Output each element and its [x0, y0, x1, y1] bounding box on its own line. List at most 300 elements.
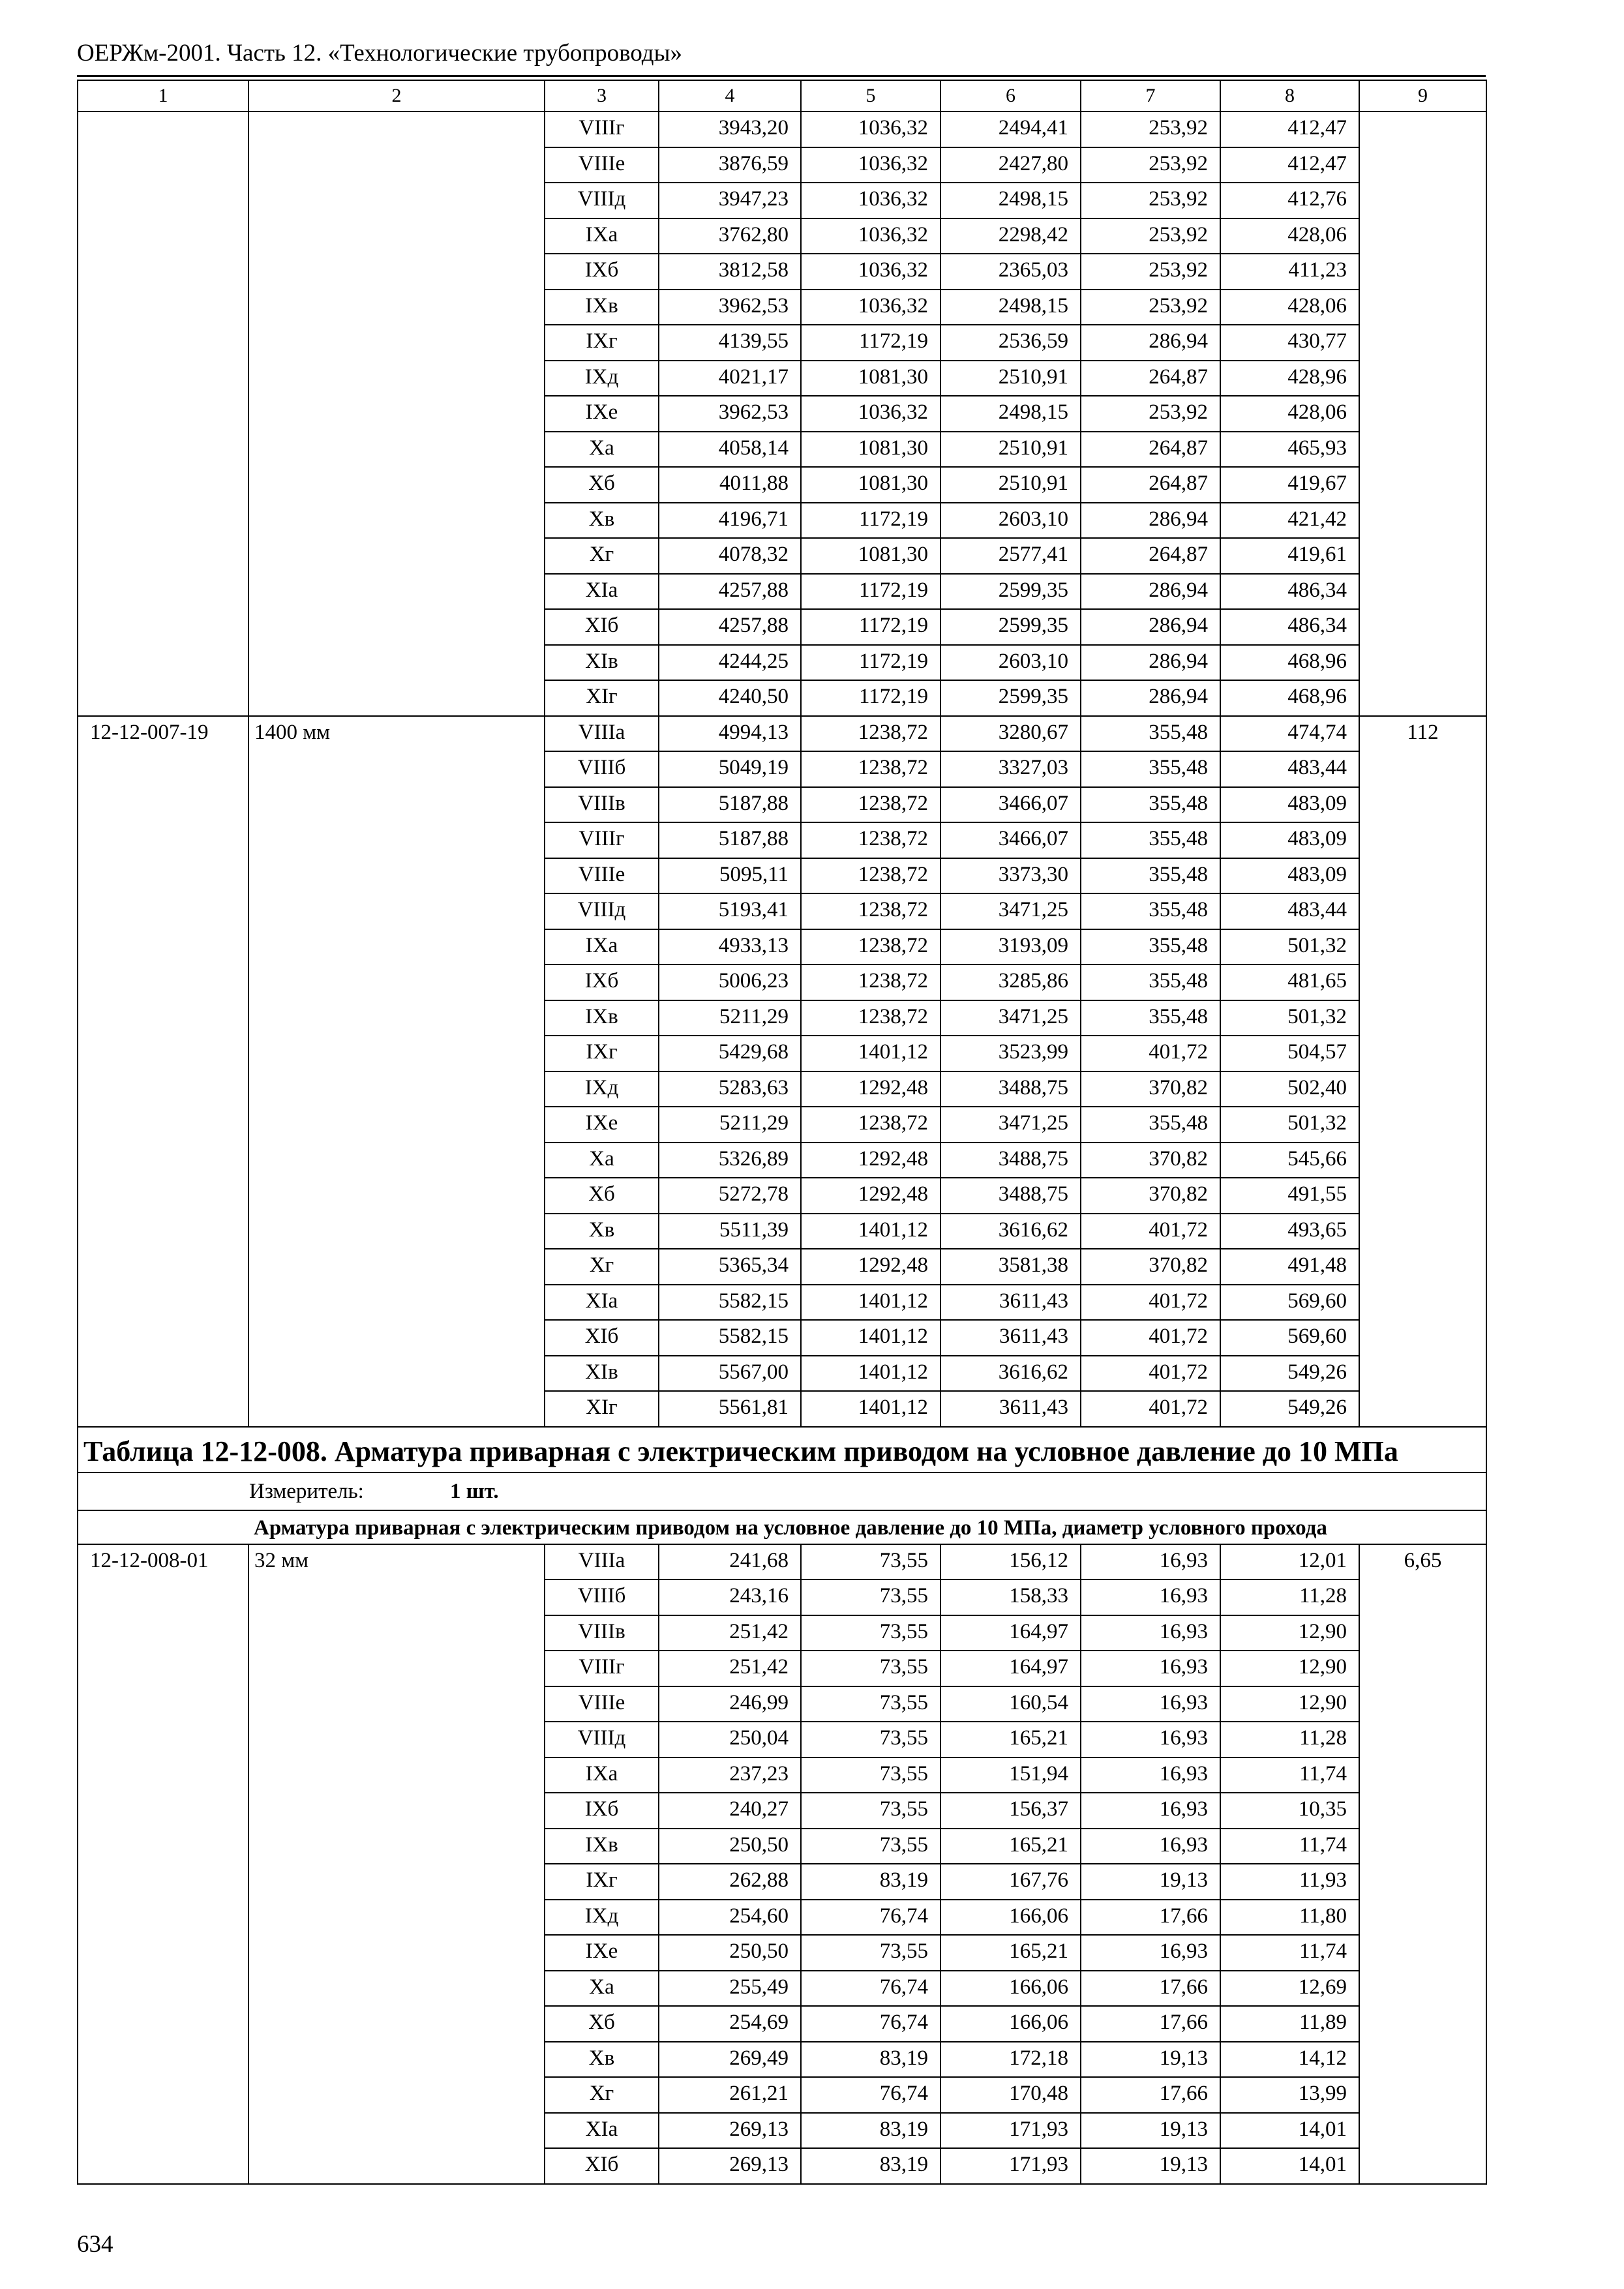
value-cell: 412,76	[1220, 183, 1359, 218]
rate-code	[78, 1793, 248, 1829]
rate-code	[78, 1935, 248, 1971]
value-cell: 2603,10	[940, 645, 1081, 681]
value-cell: 76,74	[801, 2077, 940, 2113]
meter-label: Измеритель:	[249, 1479, 364, 1503]
table-row	[78, 1143, 1486, 1178]
value-cell: 1238,72	[801, 965, 940, 1000]
rate-name	[248, 112, 545, 147]
value-cell: 355,48	[1081, 858, 1220, 894]
rate-name	[248, 1829, 545, 1864]
table-row	[78, 822, 1486, 858]
value-cell: 4994,13	[659, 716, 801, 752]
value-cell: 1238,72	[801, 1107, 940, 1143]
value-cell: 3762,80	[659, 218, 801, 254]
mass-cell	[1359, 2113, 1486, 2149]
col-number: 9	[1359, 80, 1486, 112]
table-row	[78, 254, 1486, 290]
value-cell: 3947,23	[659, 183, 801, 218]
table-title-row	[78, 1427, 1486, 1473]
value-cell: 491,48	[1220, 1249, 1359, 1285]
mass-cell	[1359, 147, 1486, 183]
value-cell: 11,28	[1220, 1579, 1359, 1615]
value-cell: 370,82	[1081, 1071, 1220, 1107]
mass-cell	[1359, 361, 1486, 396]
table-row	[78, 1829, 1486, 1864]
value-cell: 3466,07	[940, 822, 1081, 858]
value-cell: 1036,32	[801, 147, 940, 183]
zone-cell: IXд	[545, 1900, 659, 1936]
rate-name	[248, 325, 545, 361]
rate-code	[78, 2006, 248, 2042]
zone-cell: IXб	[545, 254, 659, 290]
value-cell: 3488,75	[940, 1178, 1081, 1214]
value-cell: 401,72	[1081, 1285, 1220, 1321]
value-cell: 1172,19	[801, 609, 940, 645]
value-cell: 5283,63	[659, 1071, 801, 1107]
value-cell: 355,48	[1081, 787, 1220, 823]
table-row	[78, 1249, 1486, 1285]
table-row	[78, 1036, 1486, 1071]
value-cell: 4240,50	[659, 680, 801, 716]
value-cell: 156,37	[940, 1793, 1081, 1829]
rate-name	[248, 361, 545, 396]
zone-cell: Xг	[545, 2077, 659, 2113]
mass-cell	[1359, 432, 1486, 468]
rate-name	[248, 609, 545, 645]
value-cell: 262,88	[659, 1864, 801, 1900]
rate-code	[78, 1900, 248, 1936]
mass-cell	[1359, 1000, 1486, 1036]
value-cell: 5211,29	[659, 1107, 801, 1143]
rate-code	[78, 965, 248, 1000]
col-number: 7	[1081, 80, 1220, 112]
table-row	[78, 503, 1486, 539]
rate-name	[248, 147, 545, 183]
value-cell: 474,74	[1220, 716, 1359, 752]
value-cell: 2365,03	[940, 254, 1081, 290]
mass-cell	[1359, 1900, 1486, 1936]
value-cell: 269,13	[659, 2113, 801, 2149]
rate-name	[248, 2042, 545, 2078]
rate-name	[248, 1320, 545, 1356]
value-cell: 2498,15	[940, 290, 1081, 325]
zone-cell: XIа	[545, 2113, 659, 2149]
rate-name	[248, 929, 545, 965]
rate-code	[78, 1971, 248, 2007]
value-cell: 468,96	[1220, 645, 1359, 681]
value-cell: 83,19	[801, 1864, 940, 1900]
mass-cell	[1359, 1214, 1486, 1249]
rate-name	[248, 254, 545, 290]
rate-name	[248, 1178, 545, 1214]
rate-name	[248, 822, 545, 858]
value-cell: 355,48	[1081, 1107, 1220, 1143]
value-cell: 167,76	[940, 1864, 1081, 1900]
value-cell: 1036,32	[801, 218, 940, 254]
table-row	[78, 1579, 1486, 1615]
table-row	[78, 1651, 1486, 1686]
value-cell: 12,90	[1220, 1686, 1359, 1722]
value-cell: 3611,43	[940, 1320, 1081, 1356]
rate-name	[248, 538, 545, 574]
rate-code	[78, 467, 248, 503]
table-row	[78, 1900, 1486, 1936]
value-cell: 253,92	[1081, 112, 1220, 147]
table-row	[78, 787, 1486, 823]
value-cell: 549,26	[1220, 1356, 1359, 1392]
value-cell: 1238,72	[801, 751, 940, 787]
value-cell: 483,09	[1220, 787, 1359, 823]
value-cell: 73,55	[801, 1793, 940, 1829]
value-cell: 73,55	[801, 1686, 940, 1722]
rate-code	[78, 1071, 248, 1107]
table-row	[78, 183, 1486, 218]
value-cell: 83,19	[801, 2113, 940, 2149]
rate-code	[78, 1829, 248, 1864]
rate-name: 1400 мм	[248, 716, 545, 752]
mass-cell	[1359, 1615, 1486, 1651]
value-cell: 253,92	[1081, 147, 1220, 183]
value-cell: 2510,91	[940, 467, 1081, 503]
value-cell: 1401,12	[801, 1214, 940, 1249]
value-cell: 1238,72	[801, 858, 940, 894]
rate-name	[248, 1143, 545, 1178]
table-row	[78, 680, 1486, 716]
value-cell: 5006,23	[659, 965, 801, 1000]
value-cell: 1081,30	[801, 467, 940, 503]
rate-code	[78, 432, 248, 468]
value-cell: 2298,42	[940, 218, 1081, 254]
mass-cell	[1359, 1178, 1486, 1214]
rate-name	[248, 1615, 545, 1651]
zone-cell: XIб	[545, 1320, 659, 1356]
value-cell: 1172,19	[801, 503, 940, 539]
value-cell: 11,74	[1220, 1829, 1359, 1864]
rate-code	[78, 1285, 248, 1321]
zone-cell: XIа	[545, 574, 659, 610]
value-cell: 1292,48	[801, 1249, 940, 1285]
table-row	[78, 1391, 1486, 1427]
value-cell: 171,93	[940, 2113, 1081, 2149]
mass-cell: 6,65	[1359, 1544, 1486, 1580]
col-number: 8	[1220, 80, 1359, 112]
mass-cell	[1359, 538, 1486, 574]
value-cell: 370,82	[1081, 1143, 1220, 1178]
table-row	[78, 2077, 1486, 2113]
zone-cell: XIг	[545, 680, 659, 716]
mass-cell	[1359, 254, 1486, 290]
value-cell: 76,74	[801, 1900, 940, 1936]
value-cell: 3616,62	[940, 1214, 1081, 1249]
zone-cell: VIIIб	[545, 751, 659, 787]
rate-code	[78, 1356, 248, 1392]
value-cell: 261,21	[659, 2077, 801, 2113]
value-cell: 401,72	[1081, 1391, 1220, 1427]
mass-cell	[1359, 467, 1486, 503]
value-cell: 3280,67	[940, 716, 1081, 752]
rate-name	[248, 1864, 545, 1900]
rate-code: 12-12-008-01	[78, 1544, 248, 1580]
value-cell: 1036,32	[801, 112, 940, 147]
value-cell: 250,04	[659, 1722, 801, 1758]
page-header: ОЕРЖм-2001. Часть 12. «Технологические трубопроводы»	[77, 40, 682, 67]
value-cell: 2599,35	[940, 680, 1081, 716]
value-cell: 1292,48	[801, 1178, 940, 1214]
zone-cell: IXб	[545, 965, 659, 1000]
rate-code	[78, 1391, 248, 1427]
rate-code	[78, 893, 248, 929]
value-cell: 12,90	[1220, 1651, 1359, 1686]
zone-cell: IXг	[545, 325, 659, 361]
value-cell: 1401,12	[801, 1391, 940, 1427]
section-subtitle: Арматура приварная с электрическим приводом на условное давление до 10 МПа, диаметр условного прохода	[248, 1510, 1486, 1544]
value-cell: 545,66	[1220, 1143, 1359, 1178]
zone-cell: VIIIб	[545, 1579, 659, 1615]
table-row	[78, 1107, 1486, 1143]
zone-cell: IXд	[545, 1071, 659, 1107]
value-cell: 412,47	[1220, 147, 1359, 183]
zone-cell: IXа	[545, 929, 659, 965]
table-title: Таблица 12-12-008. Арматура приварная с электрическим приводом на условное давление до 10 МПа	[78, 1427, 1486, 1473]
rate-code	[78, 1758, 248, 1793]
value-cell: 4058,14	[659, 432, 801, 468]
rate-name	[248, 574, 545, 610]
zone-cell: XIг	[545, 1391, 659, 1427]
value-cell: 250,50	[659, 1829, 801, 1864]
mass-cell	[1359, 1864, 1486, 1900]
rate-name	[248, 1356, 545, 1392]
rate-name	[248, 1651, 545, 1686]
rate-code	[78, 2077, 248, 2113]
rate-code	[78, 361, 248, 396]
rate-code	[78, 1722, 248, 1758]
table-row	[78, 1864, 1486, 1900]
zone-cell: XIа	[545, 1285, 659, 1321]
value-cell: 419,61	[1220, 538, 1359, 574]
value-cell: 11,93	[1220, 1864, 1359, 1900]
value-cell: 3193,09	[940, 929, 1081, 965]
rate-code	[78, 1651, 248, 1686]
table-row	[78, 1285, 1486, 1321]
rate-name	[248, 2148, 545, 2184]
value-cell: 421,42	[1220, 503, 1359, 539]
value-cell: 483,44	[1220, 751, 1359, 787]
value-cell: 17,66	[1081, 1900, 1220, 1936]
value-cell: 17,66	[1081, 2077, 1220, 2113]
value-cell: 1172,19	[801, 574, 940, 610]
value-cell: 241,68	[659, 1544, 801, 1580]
rate-name	[248, 1971, 545, 2007]
mass-cell	[1359, 680, 1486, 716]
value-cell: 419,67	[1220, 467, 1359, 503]
value-cell: 264,87	[1081, 538, 1220, 574]
mass-cell	[1359, 112, 1486, 147]
table-row	[78, 1178, 1486, 1214]
rate-name	[248, 751, 545, 787]
value-cell: 14,01	[1220, 2148, 1359, 2184]
value-cell: 171,93	[940, 2148, 1081, 2184]
value-cell: 5049,19	[659, 751, 801, 787]
mass-cell	[1359, 1249, 1486, 1285]
mass-cell	[1359, 1758, 1486, 1793]
rate-code	[78, 325, 248, 361]
value-cell: 493,65	[1220, 1214, 1359, 1249]
mass-cell	[1359, 218, 1486, 254]
value-cell: 76,74	[801, 1971, 940, 2007]
table-row	[78, 1544, 1486, 1580]
value-cell: 1036,32	[801, 396, 940, 432]
rate-code	[78, 680, 248, 716]
value-cell: 3812,58	[659, 254, 801, 290]
value-cell: 83,19	[801, 2042, 940, 2078]
table-row	[78, 1071, 1486, 1107]
value-cell: 412,47	[1220, 112, 1359, 147]
value-cell: 16,93	[1081, 1579, 1220, 1615]
zone-cell: VIIIг	[545, 1651, 659, 1686]
table-row	[78, 574, 1486, 610]
value-cell: 73,55	[801, 1935, 940, 1971]
value-cell: 156,12	[940, 1544, 1081, 1580]
rate-code	[78, 1615, 248, 1651]
value-cell: 428,06	[1220, 396, 1359, 432]
value-cell: 166,06	[940, 2006, 1081, 2042]
mass-cell	[1359, 1320, 1486, 1356]
value-cell: 73,55	[801, 1615, 940, 1651]
table-row	[78, 218, 1486, 254]
value-cell: 3471,25	[940, 1107, 1081, 1143]
rate-code	[78, 2042, 248, 2078]
value-cell: 481,65	[1220, 965, 1359, 1000]
value-cell: 5272,78	[659, 1178, 801, 1214]
mass-cell	[1359, 396, 1486, 432]
col-number: 1	[78, 80, 248, 112]
zone-cell: Xб	[545, 2006, 659, 2042]
value-cell: 3943,20	[659, 112, 801, 147]
table-row	[78, 609, 1486, 645]
value-cell: 5095,11	[659, 858, 801, 894]
value-cell: 246,99	[659, 1686, 801, 1722]
zone-cell: Xб	[545, 1178, 659, 1214]
value-cell: 76,74	[801, 2006, 940, 2042]
value-cell: 501,32	[1220, 929, 1359, 965]
table-row	[78, 325, 1486, 361]
mass-cell	[1359, 1579, 1486, 1615]
value-cell: 2599,35	[940, 574, 1081, 610]
table-row	[78, 538, 1486, 574]
rate-code	[78, 822, 248, 858]
value-cell: 286,94	[1081, 325, 1220, 361]
rate-code: 12-12-007-19	[78, 716, 248, 752]
value-cell: 269,49	[659, 2042, 801, 2078]
value-cell: 253,92	[1081, 290, 1220, 325]
mass-cell	[1359, 893, 1486, 929]
table-row	[78, 147, 1486, 183]
value-cell: 1172,19	[801, 680, 940, 716]
value-cell: 1081,30	[801, 432, 940, 468]
rate-name	[248, 290, 545, 325]
zone-cell: XIв	[545, 645, 659, 681]
value-cell: 5365,34	[659, 1249, 801, 1285]
value-cell: 165,21	[940, 1935, 1081, 1971]
zone-cell: Xа	[545, 432, 659, 468]
value-cell: 355,48	[1081, 716, 1220, 752]
value-cell: 569,60	[1220, 1320, 1359, 1356]
column-numbers-row	[78, 80, 1486, 112]
rate-name	[248, 2006, 545, 2042]
table-row	[78, 1686, 1486, 1722]
value-cell: 370,82	[1081, 1249, 1220, 1285]
table-row	[78, 361, 1486, 396]
mass-cell: 112	[1359, 716, 1486, 752]
table-row	[78, 1722, 1486, 1758]
value-cell: 160,54	[940, 1686, 1081, 1722]
rate-code	[78, 1579, 248, 1615]
meter-unit: 1 шт.	[450, 1479, 499, 1503]
rate-code	[78, 1107, 248, 1143]
value-cell: 501,32	[1220, 1000, 1359, 1036]
value-cell: 164,97	[940, 1651, 1081, 1686]
mass-cell	[1359, 822, 1486, 858]
value-cell: 3373,30	[940, 858, 1081, 894]
zone-cell: IXе	[545, 396, 659, 432]
value-cell: 243,16	[659, 1579, 801, 1615]
value-cell: 1238,72	[801, 787, 940, 823]
value-cell: 11,28	[1220, 1722, 1359, 1758]
mass-cell	[1359, 1143, 1486, 1178]
value-cell: 4021,17	[659, 361, 801, 396]
zone-cell: VIIIв	[545, 787, 659, 823]
value-cell: 1401,12	[801, 1285, 940, 1321]
table-row	[78, 858, 1486, 894]
value-cell: 286,94	[1081, 574, 1220, 610]
zone-cell: Xг	[545, 538, 659, 574]
value-cell: 253,92	[1081, 254, 1220, 290]
value-cell: 5561,81	[659, 1391, 801, 1427]
table-row	[78, 716, 1486, 752]
value-cell: 430,77	[1220, 325, 1359, 361]
value-cell: 3962,53	[659, 290, 801, 325]
zone-cell: VIIIв	[545, 1615, 659, 1651]
value-cell: 1401,12	[801, 1036, 940, 1071]
zone-cell: VIIIг	[545, 112, 659, 147]
mass-cell	[1359, 2006, 1486, 2042]
mass-cell	[1359, 1722, 1486, 1758]
value-cell: 253,92	[1081, 218, 1220, 254]
mass-cell	[1359, 1107, 1486, 1143]
value-cell: 19,13	[1081, 2113, 1220, 2149]
value-cell: 286,94	[1081, 680, 1220, 716]
value-cell: 3611,43	[940, 1285, 1081, 1321]
value-cell: 264,87	[1081, 467, 1220, 503]
mass-cell	[1359, 574, 1486, 610]
rate-code	[78, 1036, 248, 1071]
value-cell: 5582,15	[659, 1285, 801, 1321]
value-cell: 3962,53	[659, 396, 801, 432]
value-cell: 5187,88	[659, 822, 801, 858]
mass-cell	[1359, 1071, 1486, 1107]
page-number: 634	[77, 2231, 113, 2258]
value-cell: 502,40	[1220, 1071, 1359, 1107]
value-cell: 158,33	[940, 1579, 1081, 1615]
col-number: 6	[940, 80, 1081, 112]
value-cell: 16,93	[1081, 1686, 1220, 1722]
value-cell: 264,87	[1081, 432, 1220, 468]
value-cell: 73,55	[801, 1829, 940, 1864]
value-cell: 5429,68	[659, 1036, 801, 1071]
rate-code	[78, 538, 248, 574]
value-cell: 355,48	[1081, 893, 1220, 929]
rate-code	[78, 1000, 248, 1036]
